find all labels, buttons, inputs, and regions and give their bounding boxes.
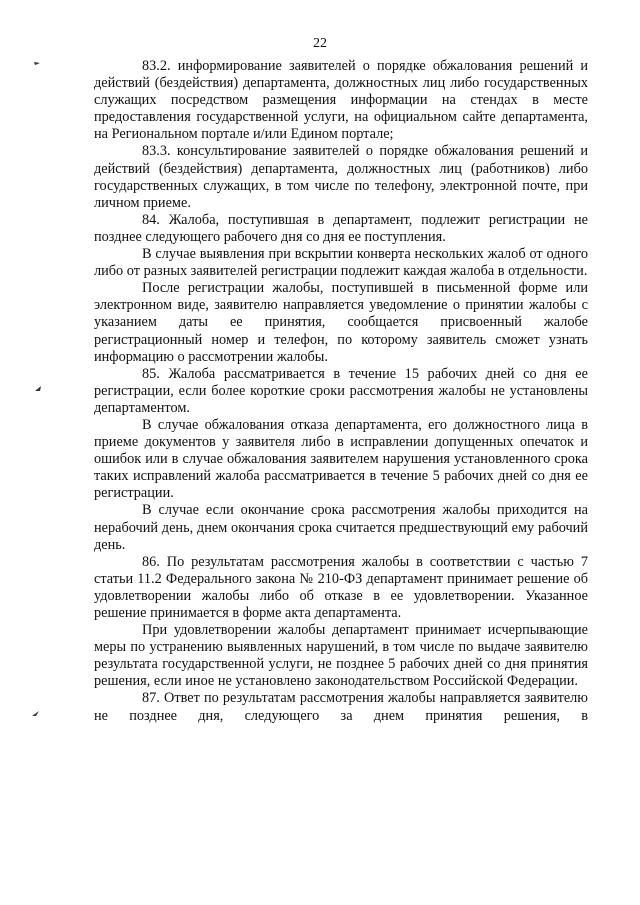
paragraph-84: 84. Жалоба, поступившая в департамент, подлежит регистрации не позднее следующего рабочего дня со дня ее поступления. — [94, 211, 588, 245]
paragraph-83-2: 83.2. информирование заявителей о порядке обжалования решений и действий (бездействия) департамента, должностных лиц либо государственных служащих посредством размещения информации на стендах в месте предоставления государственной услуги, на официальном сайте департамента, на Региональном портале и/или Едином портале; — [94, 58, 588, 143]
paragraph-multiple-complaints: В случае выявления при вскрытии конверта нескольких жалоб от одного либо от разных заявителей регистрации подлежит каждая жалоба в отдельности. — [94, 246, 588, 280]
scan-mark — [31, 710, 41, 716]
scan-mark — [33, 60, 43, 66]
paragraph-refusal-appeal: В случае обжалования отказа департамента, его должностного лица в приеме документов у заявителя либо в исправлении допущенных опечаток и ошибок или в случае обжалования заявителем нарушения установленного срока таких исправлений жалоба рассматривается в течение 5 рабочих дней со дня ее регистрации. — [94, 416, 588, 502]
page-number: 22 — [313, 36, 327, 51]
scan-mark — [33, 385, 43, 391]
paragraph-nonworking-day: В случае если окончание срока рассмотрения жалобы приходится на нерабочий день, днем окончания срока считается предшествующий ему рабочий день. — [94, 502, 588, 553]
paragraph-registration-notice: После регистрации жалобы, поступившей в письменной форме или электронном виде, заявителю направляется уведомление о принятии жалобы с указанием даты ее принятия, сообщается присвоенный жалобе регистрационный номер и телефон, по которому заявитель сможет узнать информацию о рассмотрении жалобы. — [94, 280, 588, 365]
paragraph-83-3: 83.3. консультирование заявителей о порядке обжалования решений и действий (бездействия) департамента, должностных лиц (работников) либо государственных служащих, в том числе по телефону, электронной почте, при личном приеме. — [94, 143, 588, 211]
document-body — [94, 58, 588, 725]
paragraph-86: 86. По результатам рассмотрения жалобы в соответствии с частью 7 статьи 11.2 Федерального закона № 210-ФЗ департамент принимает решение об удовлетворении жалобы либо об отказе в ее удовлетворении. Указанное решение принимается в форме акта департамента. — [94, 553, 588, 621]
paragraph-87: 87. Ответ по результатам рассмотрения жалобы направляется заявителю не позднее дня, следующего за днем принятия решения, в — [94, 690, 588, 724]
paragraph-satisfaction-measures: При удовлетворении жалобы департамент принимает исчерпывающие меры по устранению выявленных нарушений, в том числе по выдаче заявителю результата государственной услуги, не позднее 5 рабочих дней со дня принятия решения, если иное не установлено законодательством Российской Федерации. — [94, 622, 588, 690]
paragraph-85: 85. Жалоба рассматривается в течение 15 рабочих дней со дня ее регистрации, если более короткие сроки рассмотрения жалобы не установлены департаментом. — [94, 365, 588, 416]
